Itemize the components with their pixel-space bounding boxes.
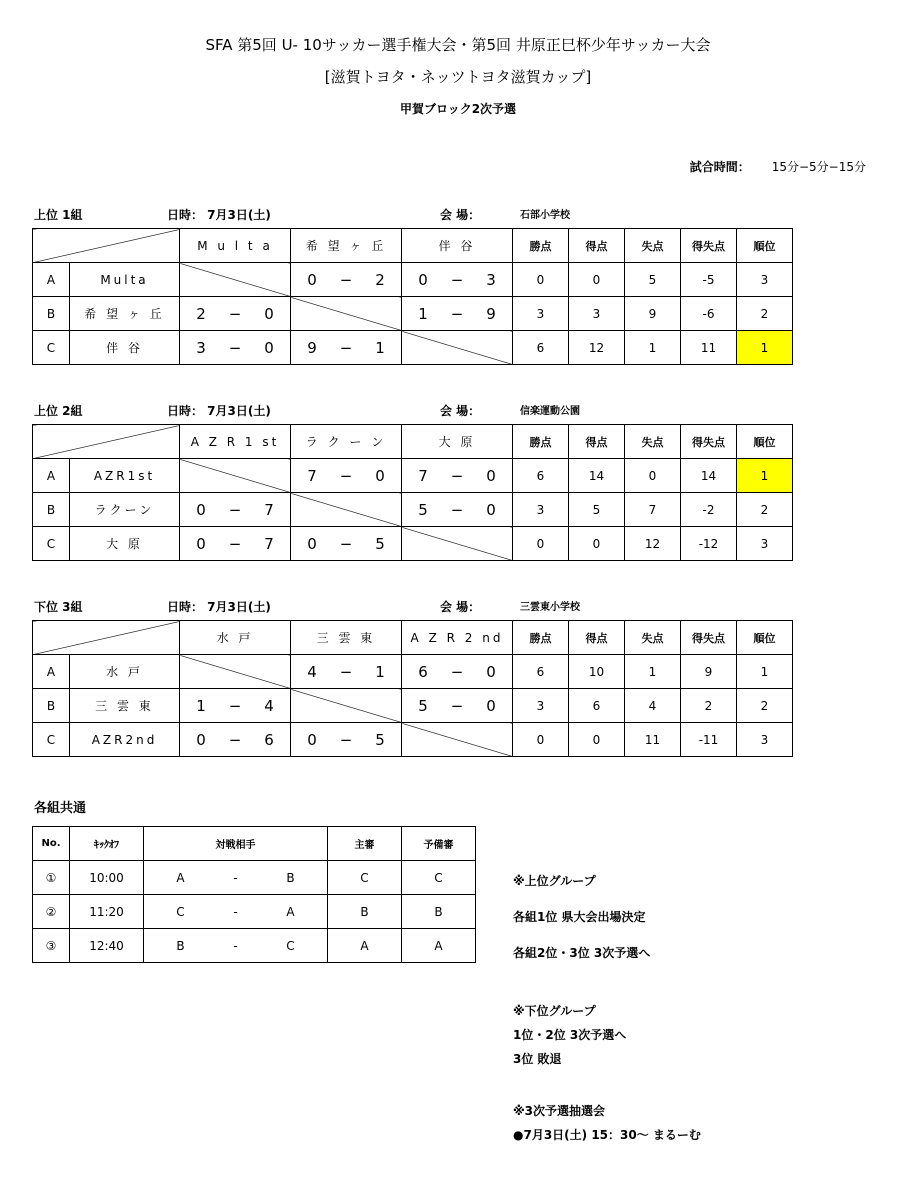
header-goal-diff: 得失点 xyxy=(681,621,737,655)
goal-difference: 2 xyxy=(681,689,737,723)
header-wins: 勝点 xyxy=(513,229,569,263)
score-home: 1 xyxy=(196,696,206,715)
reserve-referee: A xyxy=(402,929,476,963)
score-away: 4 xyxy=(264,696,274,715)
goals-against: 11 xyxy=(625,723,681,757)
home-team: A xyxy=(176,870,185,885)
goals-for: 14 xyxy=(569,459,625,493)
venue-name: 信楽運動公園 xyxy=(520,406,580,417)
group-name: 下位 3組 xyxy=(34,600,83,614)
team-letter: B xyxy=(33,297,70,331)
kickoff-time: 11:20 xyxy=(70,895,144,929)
team-name: 大 原 xyxy=(70,527,180,561)
title-line-3: 甲賀ブロック2次予選 xyxy=(399,102,517,116)
header-opponents: 対戦相手 xyxy=(144,827,328,861)
column-team: 水 戸 xyxy=(180,621,291,655)
goals-against: 4 xyxy=(625,689,681,723)
score-away: 5 xyxy=(375,730,385,749)
rank: 2 xyxy=(737,493,793,527)
match-score xyxy=(180,493,291,527)
score-home: 0 xyxy=(196,534,206,553)
goals-against: 7 xyxy=(625,493,681,527)
score-away: 9 xyxy=(486,304,496,323)
score-sep: − xyxy=(339,730,353,749)
match-score xyxy=(402,655,513,689)
team-letter: A xyxy=(33,655,70,689)
team-row xyxy=(33,297,793,331)
team-letter: A xyxy=(33,459,70,493)
header-kickoff: ｷｯｸｵﾌ xyxy=(70,827,144,861)
group-date: 日時： 7月3日(土) xyxy=(167,404,271,418)
team-name: Multa xyxy=(70,263,180,297)
team-row xyxy=(33,263,793,297)
venue-label: 会 場： xyxy=(440,600,481,614)
match-score xyxy=(402,459,513,493)
opponents xyxy=(144,861,328,895)
score-home: 5 xyxy=(418,696,428,715)
score-away: 1 xyxy=(375,338,385,357)
score-sep: − xyxy=(339,466,353,485)
match-no: ① xyxy=(33,861,70,895)
goals-against: 1 xyxy=(625,331,681,365)
note-draw-line: ●7月3日(土) 15：30〜 まるーむ xyxy=(513,1128,701,1142)
rank: 3 xyxy=(737,527,793,561)
note-upper-title: ※上位グループ xyxy=(513,874,596,888)
vs-separator: - xyxy=(233,904,238,919)
column-team: 三 雲 東 xyxy=(291,621,402,655)
opponents xyxy=(144,895,328,929)
column-team: 希 望 ヶ 丘 xyxy=(291,229,402,263)
team-name: 希 望 ヶ 丘 xyxy=(70,297,180,331)
common-section-title: 各組共通 xyxy=(34,801,87,816)
score-away: 1 xyxy=(375,662,385,681)
match-no: ② xyxy=(33,895,70,929)
home-team: B xyxy=(176,938,185,953)
rank: 1 xyxy=(737,655,793,689)
score-home: 4 xyxy=(307,662,317,681)
score-sep: − xyxy=(228,304,242,323)
goals-for: 6 xyxy=(569,689,625,723)
team-letter: B xyxy=(33,493,70,527)
team-letter: C xyxy=(33,723,70,757)
score-sep: − xyxy=(228,534,242,553)
score-away: 0 xyxy=(264,304,274,323)
away-team: A xyxy=(286,904,295,919)
header-wins: 勝点 xyxy=(513,621,569,655)
match-score xyxy=(291,459,402,493)
team-name: AZR1st xyxy=(70,459,180,493)
score-home: 3 xyxy=(196,338,206,357)
header-wins: 勝点 xyxy=(513,425,569,459)
column-team: 大 原 xyxy=(402,425,513,459)
goal-difference: 9 xyxy=(681,655,737,689)
team-row xyxy=(33,527,793,561)
wins-points: 6 xyxy=(513,655,569,689)
self-match-cell xyxy=(402,723,513,757)
goals-for: 12 xyxy=(569,331,625,365)
group-header xyxy=(32,402,632,418)
score-home: 0 xyxy=(307,534,317,553)
goal-difference: -12 xyxy=(681,527,737,561)
reserve-referee: B xyxy=(402,895,476,929)
self-match-cell xyxy=(291,689,402,723)
team-name: 水 戸 xyxy=(70,655,180,689)
match-score xyxy=(402,297,513,331)
self-match-cell xyxy=(180,655,291,689)
goal-difference: -5 xyxy=(681,263,737,297)
match-time-value: 15分−5分−15分 xyxy=(771,160,866,174)
away-team: B xyxy=(286,870,295,885)
group-standings-table xyxy=(32,228,793,365)
header-goal-diff: 得失点 xyxy=(681,425,737,459)
match-score xyxy=(291,723,402,757)
score-sep: − xyxy=(339,338,353,357)
group-date: 日時： 7月3日(土) xyxy=(167,208,271,222)
goals-against: 0 xyxy=(625,459,681,493)
score-sep: − xyxy=(339,662,353,681)
score-away: 0 xyxy=(375,466,385,485)
column-team: ラ ク ー ン xyxy=(291,425,402,459)
match-score xyxy=(180,297,291,331)
team-name: 三 雲 東 xyxy=(70,689,180,723)
column-team: A Z R 1 st xyxy=(180,425,291,459)
wins-points: 0 xyxy=(513,527,569,561)
self-match-cell xyxy=(402,527,513,561)
score-away: 0 xyxy=(264,338,274,357)
score-away: 7 xyxy=(264,534,274,553)
match-score xyxy=(402,689,513,723)
note-lower-title: ※下位グループ xyxy=(513,1004,596,1018)
wins-points: 6 xyxy=(513,459,569,493)
score-home: 2 xyxy=(196,304,206,323)
goal-difference: -11 xyxy=(681,723,737,757)
goals-against: 12 xyxy=(625,527,681,561)
opponents xyxy=(144,929,328,963)
wins-points: 0 xyxy=(513,723,569,757)
team-name: ラクーン xyxy=(70,493,180,527)
corner-cell xyxy=(33,229,180,263)
goals-for: 0 xyxy=(569,527,625,561)
header-goals-for: 得点 xyxy=(569,425,625,459)
vs-separator: - xyxy=(233,938,238,953)
corner-cell xyxy=(33,621,180,655)
rank: 1 xyxy=(737,331,793,365)
self-match-cell xyxy=(291,297,402,331)
goals-for: 0 xyxy=(569,723,625,757)
score-sep: − xyxy=(450,466,464,485)
column-team: A Z R 2 nd xyxy=(402,621,513,655)
group-name: 上位 1組 xyxy=(34,208,83,222)
wins-points: 3 xyxy=(513,689,569,723)
referee: A xyxy=(328,929,402,963)
note-lower-line1: 1位・2位 3次予選へ xyxy=(513,1028,627,1042)
match-score xyxy=(180,527,291,561)
match-score xyxy=(291,527,402,561)
score-sep: − xyxy=(339,270,353,289)
referee: B xyxy=(328,895,402,929)
kickoff-time: 10:00 xyxy=(70,861,144,895)
team-row xyxy=(33,655,793,689)
column-team: M u l t a xyxy=(180,229,291,263)
score-sep: − xyxy=(450,304,464,323)
goals-against: 5 xyxy=(625,263,681,297)
header-rank: 順位 xyxy=(737,229,793,263)
score-away: 6 xyxy=(264,730,274,749)
score-sep: − xyxy=(228,500,242,519)
standings-header-row xyxy=(33,229,793,263)
common-schedule-table xyxy=(32,826,476,963)
home-team: C xyxy=(176,904,185,919)
score-away: 3 xyxy=(486,270,496,289)
kickoff-time: 12:40 xyxy=(70,929,144,963)
match-score xyxy=(402,263,513,297)
score-home: 0 xyxy=(418,270,428,289)
group-header xyxy=(32,598,632,614)
venue-label: 会 場： xyxy=(440,208,481,222)
rank: 1 xyxy=(737,459,793,493)
venue-name: 石部小学校 xyxy=(520,210,570,221)
match-time xyxy=(690,158,866,175)
score-sep: − xyxy=(450,696,464,715)
vs-separator: - xyxy=(233,870,238,885)
team-row xyxy=(33,459,793,493)
self-match-cell xyxy=(291,493,402,527)
wins-points: 6 xyxy=(513,331,569,365)
group-standings-table xyxy=(32,424,793,561)
away-team: C xyxy=(286,938,295,953)
score-home: 1 xyxy=(418,304,428,323)
score-sep: − xyxy=(339,534,353,553)
header-no: No. xyxy=(33,827,70,861)
team-row xyxy=(33,689,793,723)
note-draw-title: ※3次予選抽選会 xyxy=(513,1104,606,1118)
schedule-row xyxy=(33,895,476,929)
team-letter: C xyxy=(33,331,70,365)
team-name: 伴 谷 xyxy=(70,331,180,365)
team-letter: B xyxy=(33,689,70,723)
header-referee: 主審 xyxy=(328,827,402,861)
team-letter: A xyxy=(33,263,70,297)
rank: 3 xyxy=(737,723,793,757)
goals-for: 3 xyxy=(569,297,625,331)
score-away: 0 xyxy=(486,500,496,519)
rank: 2 xyxy=(737,689,793,723)
match-score xyxy=(291,655,402,689)
match-score xyxy=(291,263,402,297)
note-lower-line2: 3位 敗退 xyxy=(513,1052,562,1066)
team-letter: C xyxy=(33,527,70,561)
group-date: 日時： 7月3日(土) xyxy=(167,600,271,614)
header-goals-against: 失点 xyxy=(625,621,681,655)
header-goals-against: 失点 xyxy=(625,425,681,459)
score-sep: − xyxy=(228,730,242,749)
score-away: 2 xyxy=(375,270,385,289)
header-goals-for: 得点 xyxy=(569,621,625,655)
score-sep: − xyxy=(228,338,242,357)
score-sep: − xyxy=(450,270,464,289)
goal-difference: -6 xyxy=(681,297,737,331)
score-home: 0 xyxy=(196,500,206,519)
match-score xyxy=(402,493,513,527)
score-home: 7 xyxy=(418,466,428,485)
score-away: 0 xyxy=(486,466,496,485)
wins-points: 3 xyxy=(513,493,569,527)
note-upper-line1: 各組1位 県大会出場決定 xyxy=(513,910,646,924)
team-row xyxy=(33,723,793,757)
header-rank: 順位 xyxy=(737,621,793,655)
schedule-row xyxy=(33,861,476,895)
score-home: 0 xyxy=(307,730,317,749)
goal-difference: 11 xyxy=(681,331,737,365)
match-score xyxy=(180,689,291,723)
rank: 2 xyxy=(737,297,793,331)
standings-header-row xyxy=(33,621,793,655)
score-sep: − xyxy=(228,696,242,715)
match-score xyxy=(291,331,402,365)
goals-against: 9 xyxy=(625,297,681,331)
self-match-cell xyxy=(402,331,513,365)
venue-name: 三雲東小学校 xyxy=(520,602,580,613)
header-goals-against: 失点 xyxy=(625,229,681,263)
header-goal-diff: 得失点 xyxy=(681,229,737,263)
team-name: AZR2nd xyxy=(70,723,180,757)
score-sep: − xyxy=(450,500,464,519)
score-home: 6 xyxy=(418,662,428,681)
standings-header-row xyxy=(33,425,793,459)
score-home: 0 xyxy=(196,730,206,749)
score-away: 0 xyxy=(486,696,496,715)
referee: C xyxy=(328,861,402,895)
score-away: 7 xyxy=(264,500,274,519)
wins-points: 3 xyxy=(513,297,569,331)
header-goals-for: 得点 xyxy=(569,229,625,263)
goals-for: 10 xyxy=(569,655,625,689)
score-sep: − xyxy=(450,662,464,681)
title-line-2: [滋賀トヨタ・ネッツトヨタ滋賀カップ] xyxy=(324,68,592,86)
match-time-label: 試合時間： xyxy=(689,160,750,174)
title-line-1: SFA 第5回 U- 10サッカー選手権大会・第5回 井原正巳杯少年サッカー大会 xyxy=(205,36,711,54)
team-row xyxy=(33,331,793,365)
score-away: 5 xyxy=(375,534,385,553)
score-away: 0 xyxy=(486,662,496,681)
goals-for: 0 xyxy=(569,263,625,297)
match-no: ③ xyxy=(33,929,70,963)
score-home: 7 xyxy=(307,466,317,485)
goals-against: 1 xyxy=(625,655,681,689)
schedule-row xyxy=(33,929,476,963)
schedule-header-row xyxy=(33,827,476,861)
score-home: 0 xyxy=(307,270,317,289)
note-upper-line2: 各組2位・3位 3次予選へ xyxy=(513,946,651,960)
reserve-referee: C xyxy=(402,861,476,895)
team-row xyxy=(33,493,793,527)
self-match-cell xyxy=(180,459,291,493)
header-rank: 順位 xyxy=(737,425,793,459)
score-home: 5 xyxy=(418,500,428,519)
wins-points: 0 xyxy=(513,263,569,297)
self-match-cell xyxy=(180,263,291,297)
group-name: 上位 2組 xyxy=(34,404,83,418)
match-score xyxy=(180,331,291,365)
header-reserve: 予備審 xyxy=(402,827,476,861)
goal-difference: -2 xyxy=(681,493,737,527)
rank: 3 xyxy=(737,263,793,297)
venue-label: 会 場： xyxy=(440,404,481,418)
group-standings-table xyxy=(32,620,793,757)
group-header xyxy=(32,206,632,222)
goal-difference: 14 xyxy=(681,459,737,493)
goals-for: 5 xyxy=(569,493,625,527)
corner-cell xyxy=(33,425,180,459)
score-home: 9 xyxy=(307,338,317,357)
match-score xyxy=(180,723,291,757)
column-team: 伴 谷 xyxy=(402,229,513,263)
